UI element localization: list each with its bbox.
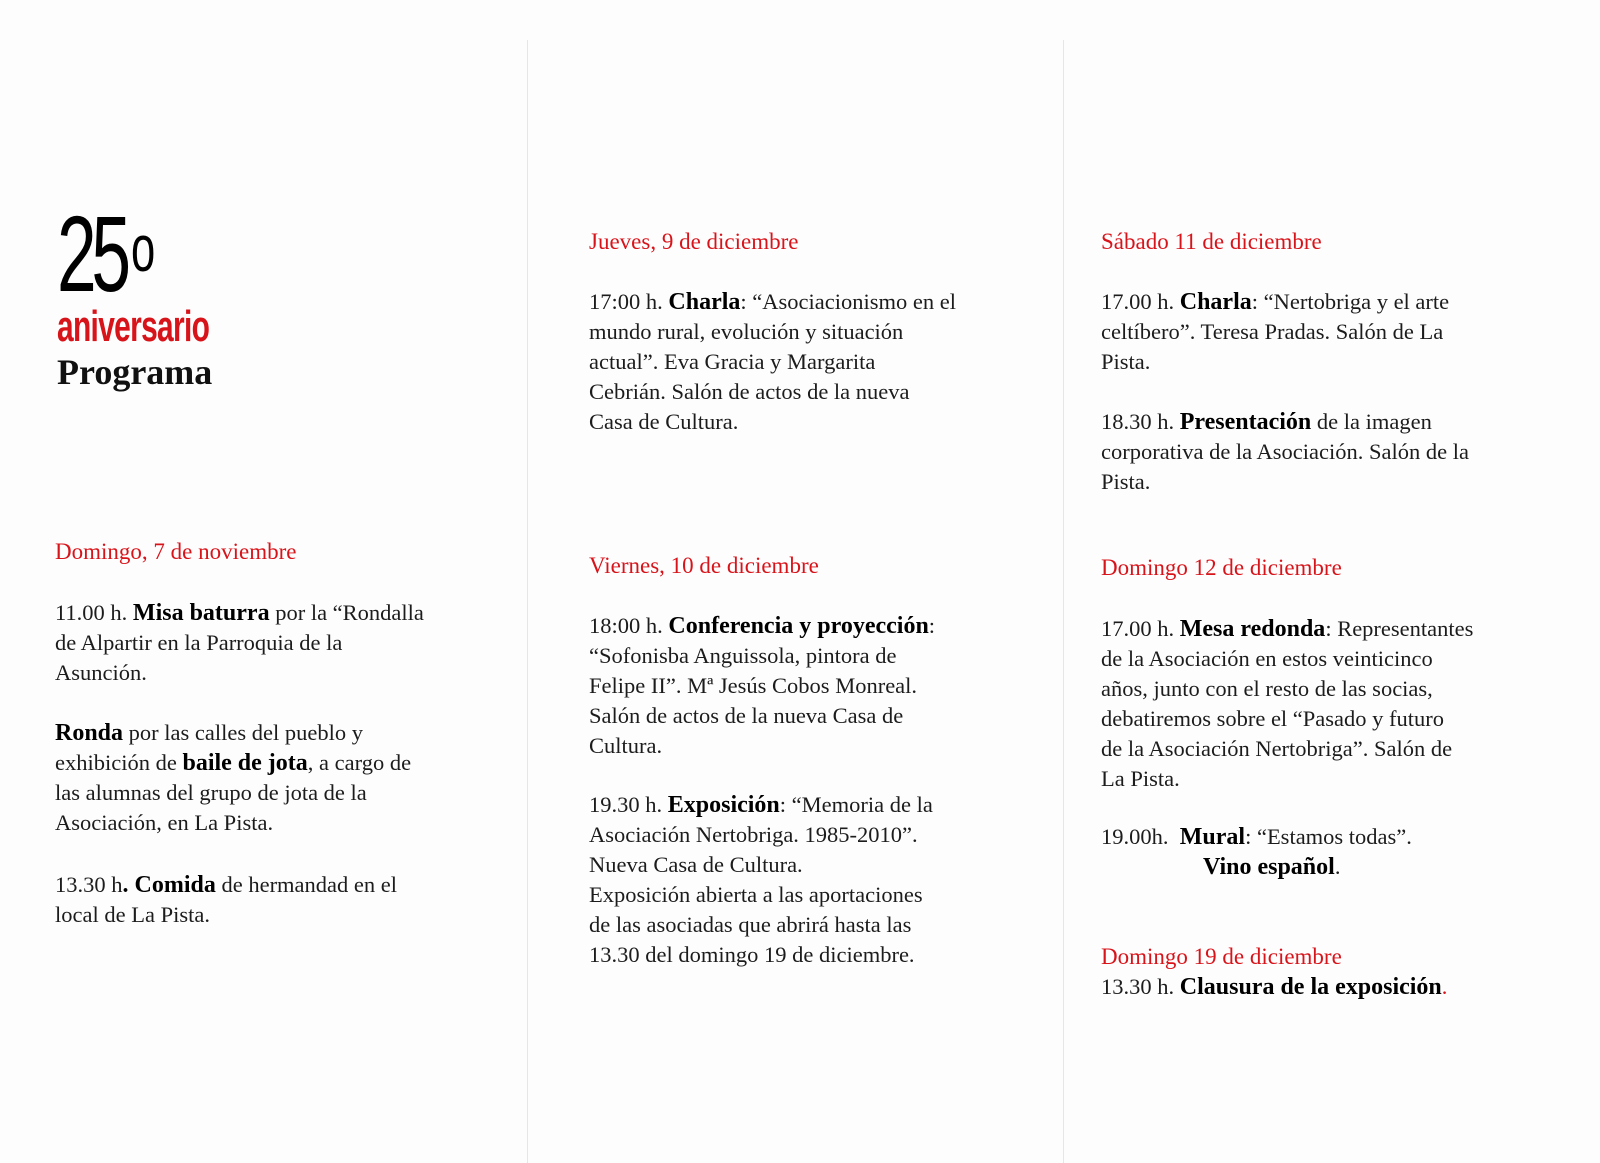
fold-line-right [1063,40,1064,1163]
fold-line-left [527,40,528,1163]
event-entry: Ronda por las calles del pueblo y exhibición de baile de jota, a cargo de las alumnas del grupo de jota de la Asociación, en La Pista. [55,720,412,835]
panel-right [1101,0,1551,1163]
event-entry: 13.30 h. Comida de hermandad en el local de La Pista. [55,872,398,927]
event-entry: 17.00 h. Mesa redonda: Representantes de la Asociación en estos veinticinco años, junto con el resto de las socias, debatiremos sobre el “Pasado y futuro de la Asociación Nertobriga”. Salón de La Pista. [1101,616,1474,791]
event-entry: 17.00 h. Charla: “Nertobriga y el arte celtíbero”. Teresa Pradas. Salón de La Pista. [1101,289,1450,374]
event-entry: 13.30 h. Clausura de la exposición. [1101,974,1448,1000]
program-heading: Programa [57,352,213,392]
anniversary-subtitle: aniversario [57,302,210,351]
panel-middle [589,0,1019,1163]
event-entry: 19.30 h. Exposición: “Memoria de la Asociación Nertobriga. 1985-2010”. Nueva Casa de Cultura. Exposición abierta a las aportaciones de las asociadas que abrirá hasta las 13.30 del domingo 19 de diciembre. [589,792,933,967]
degree-mark: o [131,211,156,285]
title-block [57,193,317,392]
day-heading: Sábado 11 de diciembre [1101,229,1322,254]
event-entry: 17:00 h. Charla: “Asociacionismo en el mundo rural, evolución y situación actual”. Eva Gracia y Margarita Cebrián. Salón de actos de la nueva Casa de Cultura. [589,289,956,434]
anniversary-number: 25$^o$ [57,193,156,314]
day-heading: Domingo 12 de diciembre [1101,555,1342,580]
panel-left [55,0,485,1163]
day-heading: Viernes, 10 de diciembre [589,553,819,578]
event-entry: 11.00 h. Misa baturra por la “Rondalla de Alpartir en la Parroquia de la Asunción. [55,600,424,685]
day-heading: Jueves, 9 de diciembre [589,229,799,254]
day-heading: Domingo 19 de diciembre [1101,944,1342,969]
day-heading: Domingo, 7 de noviembre [55,539,297,564]
event-entry: 18:00 h. Conferencia y proyección: “Sofonisba Anguissola, pintora de Felipe II”. Mª Jesús Cobos Monreal. Salón de actos de la nueva Casa de Cultura. [589,613,936,758]
event-entry: 18.30 h. Presentación de la imagen corporativa de la Asociación. Salón de la Pista. [1101,409,1469,494]
event-entry: 19.00h. Mural: “Estamos todas”. Vino español. [1101,824,1412,880]
